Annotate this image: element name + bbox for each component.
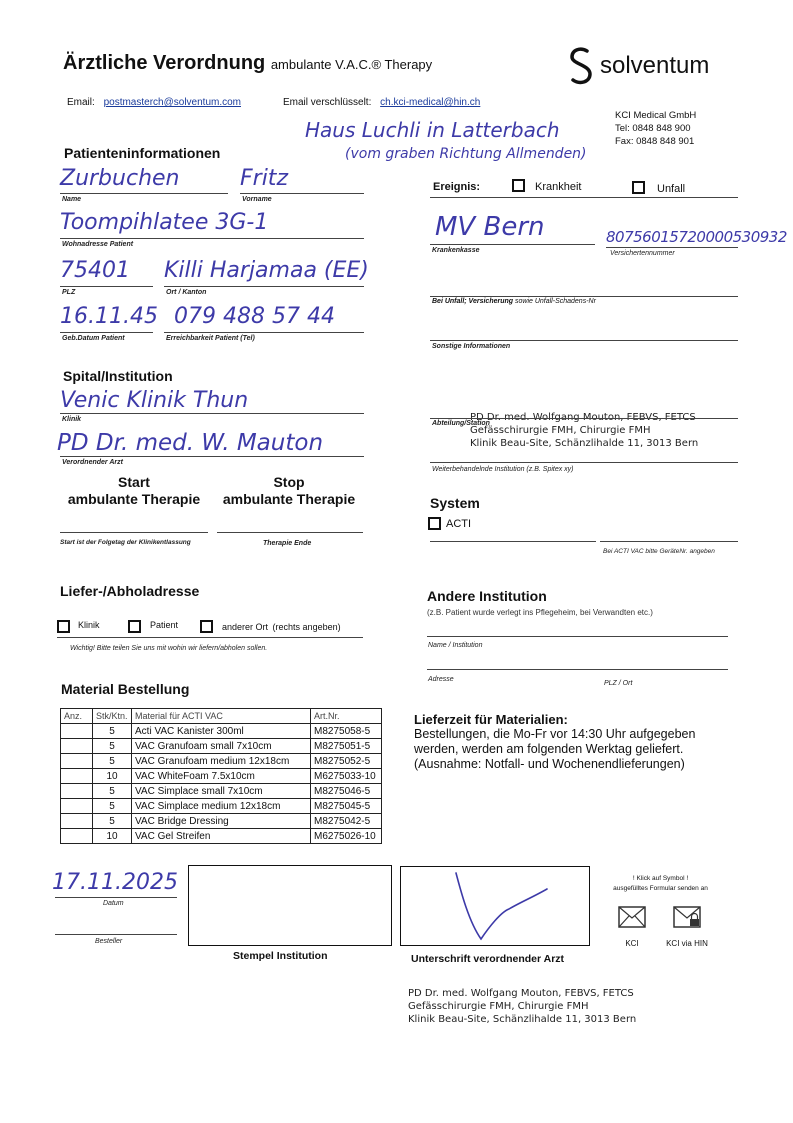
material-cell: VAC Bridge Dressing (132, 814, 311, 829)
signature-box[interactable] (400, 866, 590, 946)
system-section-title: System (430, 495, 480, 511)
table-row (61, 814, 382, 829)
stop-text: Stop (273, 474, 305, 490)
besteller-label: Besteller (95, 938, 123, 945)
company-block (615, 109, 696, 148)
anz-cell[interactable] (61, 724, 93, 739)
anz-cell[interactable] (61, 799, 93, 814)
krankenkasse-value: MV Bern (435, 212, 545, 242)
col-art: Art.Nr. (311, 709, 382, 724)
email-link[interactable]: postmasterch@solventum.com (103, 97, 241, 108)
lieferzeit-title: Lieferzeit für Materialien: (414, 712, 568, 727)
unfall-label: Unfall (657, 183, 686, 195)
table-row (61, 799, 382, 814)
weiter-label: Weiterbehandelnde Institution (z.B. Spitex xy) (432, 466, 574, 473)
ort-label: Ort / Kanton (166, 289, 207, 296)
versichertennummer-value: 80756015720000530932 (606, 228, 787, 246)
signature-stroke (401, 867, 589, 945)
anz-cell[interactable] (61, 829, 93, 844)
andere-adresse-label: Adresse (428, 676, 454, 683)
doctor-stamp-top (470, 411, 698, 450)
ereignis-label: Ereignis: (433, 181, 481, 193)
stk-cell: 5 (93, 799, 132, 814)
anz-cell[interactable] (61, 754, 93, 769)
anderer-note: (rechts angeben) (272, 622, 341, 632)
acti-label: ACTI (446, 518, 472, 530)
material-cell: Acti VAC Kanister 300ml (132, 724, 311, 739)
stk-cell: 5 (93, 814, 132, 829)
liefer-anderer-label (222, 622, 341, 632)
patient-ort: Killi Harjamaa (EE) (164, 258, 369, 283)
stamp-bottom-line3: Klinik Beau-Site, Schänzlihalde 11, 3013 Bern (408, 1014, 637, 1025)
unfall-versicherung-label (432, 298, 596, 305)
liefer-patient-checkbox[interactable] (128, 620, 141, 633)
start-text: Start (118, 474, 150, 490)
doctor-stamp-bottom (408, 987, 636, 1026)
lieferzeit-line3: (Ausnahme: Notfall- und Wochenendlieferungen) (414, 757, 685, 771)
andere-plz-label: PLZ / Ort (604, 680, 633, 687)
liefer-wichtig: Wichtig! Bitte teilen Sie uns mit wohin wir liefern/abholen sollen. (70, 645, 268, 652)
table-row (61, 829, 382, 844)
stk-cell: 10 (93, 769, 132, 784)
lieferzeit-line1: Bestellungen, die Mo-Fr vor 14:30 Uhr aufgegeben (414, 727, 696, 741)
patient-dob: 16.11.45 (60, 304, 158, 329)
solventum-logo (566, 45, 726, 89)
art-cell: M8275046-5 (311, 784, 382, 799)
stempel-box (188, 865, 392, 946)
stk-cell: 5 (93, 754, 132, 769)
stamp-line2: Gefässchirurgie FMH, Chirurgie FMH (470, 425, 651, 436)
art-cell: M8275058-5 (311, 724, 382, 739)
arzt-value: PD Dr. med. W. Mauton (57, 430, 324, 456)
patient-plz: 75401 (60, 258, 130, 283)
company-fax: Fax: 0848 848 901 (615, 136, 695, 147)
stamp-line1: PD Dr. med. Wolfgang Mouton, FEBVS, FETCS (470, 412, 696, 423)
spital-section-title: Spital/Institution (63, 368, 173, 384)
material-cell: VAC WhiteFoam 7.5x10cm (132, 769, 311, 784)
krankheit-checkbox[interactable] (512, 179, 525, 192)
klick-line1: ! Klick auf Symbol ! (632, 875, 689, 882)
company-name: KCI Medical GmbH (615, 110, 697, 121)
unfall-versicherung-text: Bei Unfall; Versicherung (432, 298, 514, 305)
vorname-label: Vorname (242, 196, 272, 203)
stk-cell: 5 (93, 739, 132, 754)
material-section-title: Material Bestellung (61, 681, 190, 697)
start-therapy-title (60, 474, 208, 508)
company-tel: Tel: 0848 848 900 (615, 123, 691, 134)
klick-line2: ausgefülltes Formular senden an (613, 885, 708, 892)
anz-cell[interactable] (61, 769, 93, 784)
art-cell: M8275051-5 (311, 739, 382, 754)
liefer-section-title: Liefer-/Abholadresse (60, 583, 200, 599)
art-cell: M8275052-5 (311, 754, 382, 769)
liefer-patient-label: Patient (150, 620, 179, 630)
stamp-bottom-line1: PD Dr. med. Wolfgang Mouton, FEBVS, FETCS (408, 988, 634, 999)
material-cell: VAC Simplace medium 12x18cm (132, 799, 311, 814)
handwritten-note-line2: (vom graben Richtung Allmenden) (345, 146, 587, 162)
krankheit-label: Krankheit (535, 181, 582, 193)
versichertennummer-label: Versichertennummer (610, 250, 675, 257)
dob-label: Geb.Datum Patient (62, 335, 125, 342)
email-enc-label: Email verschlüsselt: (283, 97, 372, 108)
patient-address: Toompihlatee 3G-1 (60, 210, 269, 235)
andere-hint: (z.B. Patient wurde verlegt ins Pflegeheim, bei Verwandten etc.) (427, 608, 653, 617)
stamp-bottom-line2: Gefässchirurgie FMH, Chirurgie FMH (408, 1001, 589, 1012)
anz-cell[interactable] (61, 739, 93, 754)
art-cell: M6275033-10 (311, 769, 382, 784)
table-row (61, 739, 382, 754)
material-table (60, 708, 382, 844)
plz-label: PLZ (62, 289, 76, 296)
material-cell: VAC Gel Streifen (132, 829, 311, 844)
abteilung-label: Abteilung/Station (432, 420, 490, 427)
title-text: Ärztliche Verordnung (63, 52, 266, 74)
material-header-row (61, 709, 382, 724)
start-sub-text: ambulante Therapie (67, 491, 201, 507)
material-cell: VAC Granufoam medium 12x18cm (132, 754, 311, 769)
unterschrift-label: Unterschrift verordnender Arzt (411, 953, 565, 965)
system-note: Bei ACTI VAC bitte GeräteNr. angeben (603, 548, 715, 555)
logo-text: solventum (600, 52, 710, 79)
table-row (61, 724, 382, 739)
andere-name-label: Name / Institution (428, 642, 483, 649)
datum-label: Datum (103, 900, 124, 907)
patient-tel: 079 488 57 44 (174, 304, 335, 329)
klinik-label: Klinik (62, 416, 82, 423)
liefer-anderer-checkbox[interactable] (200, 620, 213, 633)
email-enc-link[interactable]: ch.kci-medical@hin.ch (380, 97, 481, 108)
mail-secure-icon (672, 905, 702, 929)
kci-hin-label: KCI via HIN (666, 939, 708, 948)
stop-therapy-title (215, 474, 363, 508)
liefer-klinik-label: Klinik (78, 620, 100, 630)
stk-cell: 5 (93, 724, 132, 739)
subtitle-text: ambulante V.A.C.® Therapy (270, 57, 433, 72)
email-enc-row (283, 97, 480, 108)
anz-cell[interactable] (61, 814, 93, 829)
anderer-text: anderer Ort (222, 622, 269, 632)
art-cell: M6275026-10 (311, 829, 382, 844)
tel-label: Erreichbarkeit Patient (Tel) (166, 335, 255, 342)
lieferzeit-line2: werden, werden am folgenden Werktag geliefert. (414, 742, 684, 756)
art-cell: M8275042-5 (311, 814, 382, 829)
unfall-schadens-text: sowie Unfall-Schadens-Nr (515, 298, 596, 305)
table-row (61, 784, 382, 799)
email-row (67, 97, 241, 108)
stk-cell: 5 (93, 784, 132, 799)
logo-mark-icon (566, 45, 596, 89)
klick-note (598, 874, 723, 894)
stamp-line3: Klinik Beau-Site, Schänzlihalde 11, 3013 Bern (470, 438, 699, 449)
klinik-value: Venic Klinik Thun (60, 388, 249, 413)
patient-vorname: Fritz (240, 166, 288, 191)
art-cell: M8275045-5 (311, 799, 382, 814)
handwritten-note-line1: Haus Luchli in Latterbach (305, 118, 560, 142)
address-label: Wohnadresse Patient (62, 241, 134, 248)
arzt-label: Verordnender Arzt (62, 459, 123, 466)
krankenkasse-label: Krankenkasse (432, 247, 480, 254)
table-row (61, 769, 382, 784)
material-cell: VAC Simplace small 7x10cm (132, 784, 311, 799)
mail-icon (617, 905, 647, 929)
stop-note: Therapie Ende (263, 540, 312, 547)
col-anz: Anz. (61, 709, 93, 724)
unfall-checkbox[interactable] (632, 181, 645, 194)
kci-label: KCI (625, 939, 639, 948)
send-kci-button[interactable] (615, 905, 649, 951)
andere-section-title: Andere Institution (427, 588, 547, 604)
start-note: Start ist der Folgetag der Klinikentlassung (60, 539, 191, 546)
table-row (61, 754, 382, 769)
stop-sub-text: ambulante Therapie (222, 491, 356, 507)
email-label: Email: (67, 97, 95, 108)
col-material: Material für ACTI VAC (132, 709, 311, 724)
material-cell: VAC Granufoam small 7x10cm (132, 739, 311, 754)
stk-cell: 10 (93, 829, 132, 844)
form-title (63, 52, 432, 75)
sonstige-label: Sonstige Informationen (432, 343, 511, 350)
patient-section-title: Patienteninformationen (64, 145, 221, 161)
col-stk: Stk/Ktn. (93, 709, 132, 724)
liefer-klinik-checkbox[interactable] (57, 620, 70, 633)
anz-cell[interactable] (61, 784, 93, 799)
acti-checkbox[interactable] (428, 517, 441, 530)
send-kci-hin-button[interactable] (662, 905, 712, 951)
stempel-label: Stempel Institution (233, 950, 328, 962)
datum-value: 17.11.2025 (52, 870, 178, 895)
lieferzeit-block (414, 712, 695, 772)
name-label: Name (62, 196, 82, 203)
patient-name: Zurbuchen (60, 166, 180, 191)
